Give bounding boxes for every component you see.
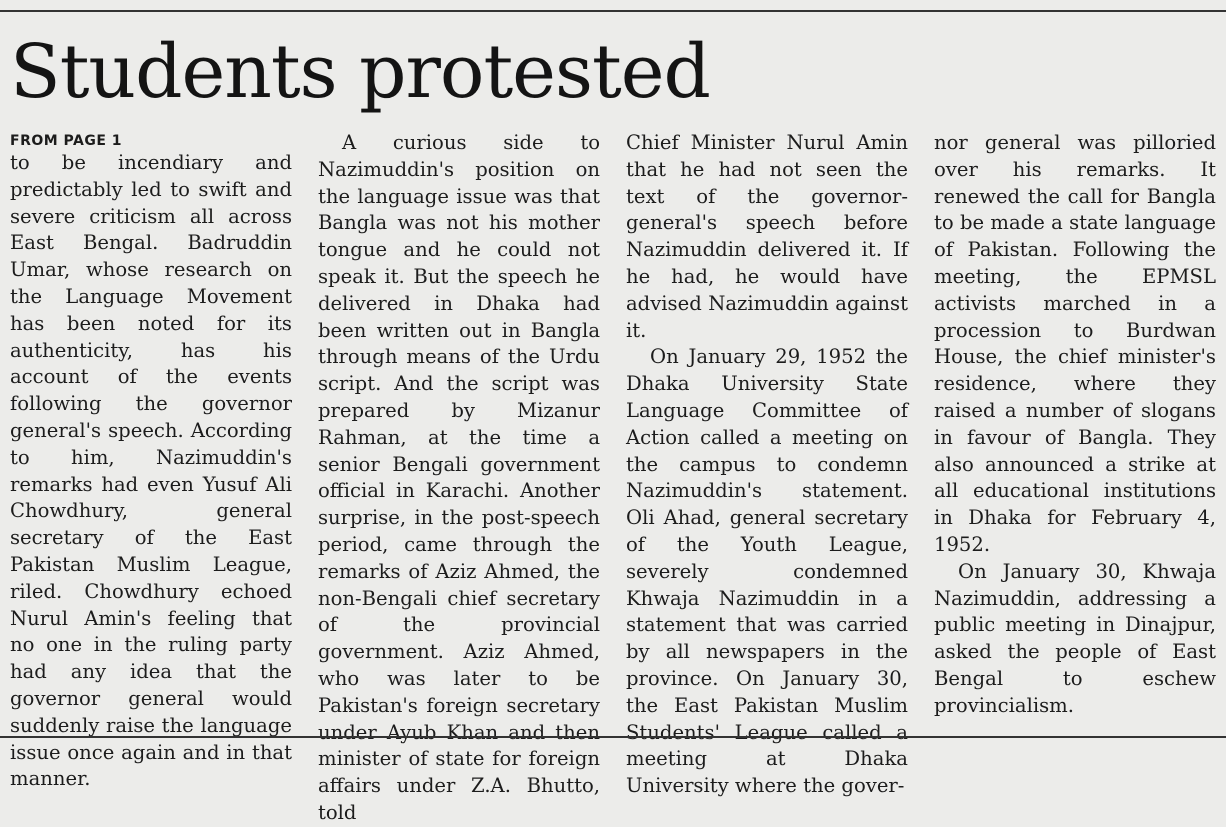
article-column-2	[318, 130, 600, 824]
paragraph: to be incendiary and predictably led to swift and severe criticism all across East Bengal. Badruddin Umar, whose research on the Language Movement has been noted for its authenticity, has his account of the events following the governor general's speech. According to him, Nazimuddin's remarks had even Yusuf Ali Chowdhury, general secretary of the East Pakistan Muslim League, riled. Chowdhury echoed Nurul Amin's feeling that no one in the ruling party had any idea that the governor general would suddenly raise the language issue once again and in that manner.	[10, 151, 292, 791]
paragraph: nor general was pilloried over his remarks. It renewed the call for Bangla to be made a state language of Pakistan. Following the meeting, the EPMSL activists marched in a procession to Burdwan House, the chief minister's residence, where they raised a number of slogans in favour of Bangla. They also announced a strike at all educational institutions in Dhaka for February 4, 1952.	[934, 131, 1216, 556]
bottom-rule	[0, 736, 1226, 738]
article-column-1	[10, 132, 292, 791]
continuation-kicker: FROM PAGE 1	[10, 133, 123, 149]
paragraph: On January 30, Khwaja Nazimuddin, addressing a public meeting in Dinajpur, asked the people of East Bengal to eschew provincialism.	[934, 559, 1216, 717]
article-column-3	[626, 130, 908, 798]
headline: Students protested	[10, 29, 710, 115]
article-column-4	[934, 130, 1216, 726]
paragraph: Chief Minister Nurul Amin that he had not seen the text of the governor-general's speech before Nazimuddin delivered it. If he had, he would have advised Nazimuddin against it.	[626, 131, 908, 342]
paragraph: On January 29, 1952 the Dhaka University State Language Committee of Action called a meeting on the campus to condemn Nazimuddin's statement. Oli Ahad, general secretary of the Youth League, severely condemned Khwaja Nazimuddin in a statement that was carried by all newspapers in the province. On January 30, the East Pakistan Muslim Students' League called a meeting at Dhaka University where the gover-	[626, 345, 908, 798]
paragraph: A curious side to Nazimuddin's position on the language issue was that Bangla was not his mother tongue and he could not speak it. But the speech he delivered in Dhaka had been written out in Bangla through means of the Urdu script. And the script was prepared by Mizanur Rahman, at the time a senior Bengali government official in Karachi. Another surprise, in the post-speech period, came through the remarks of Aziz Ahmed, the non-Bengali chief secretary of the provincial government. Aziz Ahmed, who was later to be Pakistan's foreign secretary under Ayub Khan and then minister of state for foreign affairs under Z.A. Bhutto, told	[318, 131, 600, 824]
top-rule	[0, 0, 1226, 12]
